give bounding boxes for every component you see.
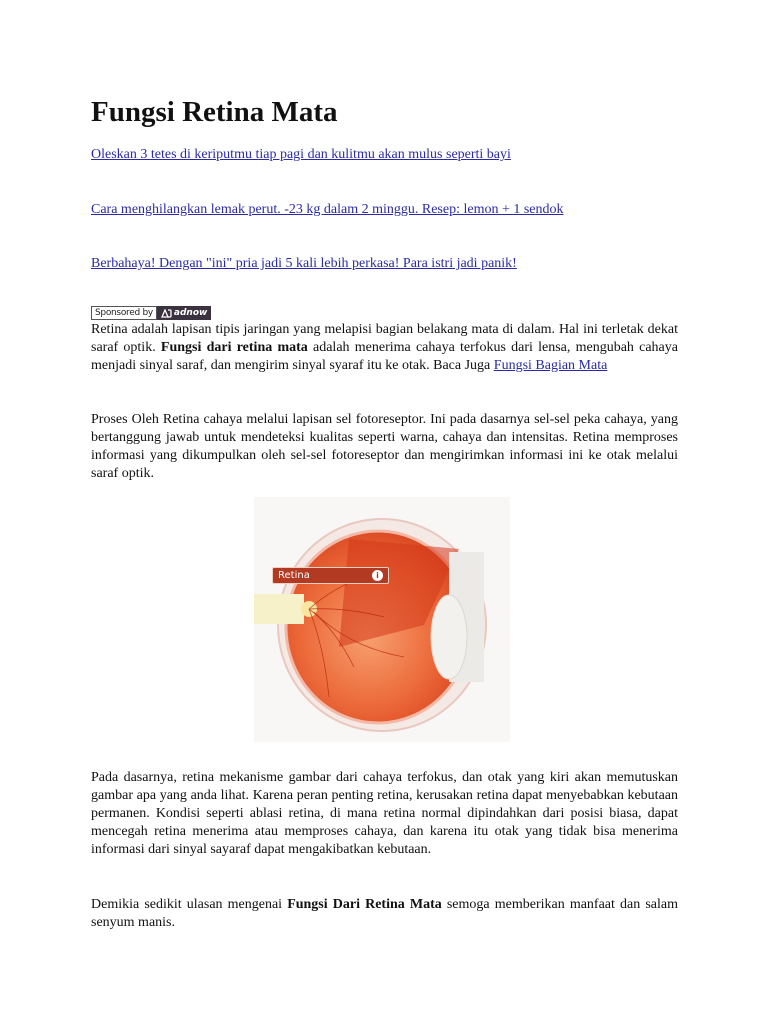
adnow-text: adnow xyxy=(173,308,208,318)
link-fungsi-bagian-mata[interactable]: Fungsi Bagian Mata xyxy=(493,358,608,373)
intro-bold: Fungsi dari retina mata xyxy=(160,340,308,355)
sponsored-label: Sponsored by xyxy=(91,306,157,320)
adnow-logo-icon xyxy=(161,309,172,318)
paragraph-basics: Pada dasarnya, retina mekanisme gambar dari cahaya terfokus, dan otak yang kiri akan memutuskan gambar apa yang anda lihat. Karena peran penting retina, kerusakan retina dapat menyebabkan kebutaan permanen. Kondisi seperti ablasi retina, di mana retina normal dipindahkan dari posisi biasa, dapat mencegah retina menerima atau memproses cahaya, dan karena itu otak yang tidak bisa menerima informasi dari sinyal sayaraf dapat mengakibatkan kebutaan. xyxy=(91,770,678,857)
ad-link-3[interactable]: Berbahaya! Dengan "ini" pria jadi 5 kali lebih perkasa! Para istri jadi panik! xyxy=(91,256,517,271)
paragraph-process: Proses Oleh Retina cahaya melalui lapisan sel fotoreseptor. Ini pada dasarnya sel-sel peka cahaya, yang bertanggung jawab untuk mendeteksi kualitas seperti warna, cahaya dan intensitas. Retina memproses informasi yang dikumpulkan oleh sel-sel fotoreseptor dan mengirimkan informasi ini ke otak melalui saraf optik. xyxy=(91,412,678,481)
closing-bold: Fungsi Dari Retina Mata xyxy=(287,897,442,912)
retina-label-text: Retina xyxy=(278,570,310,581)
ad-link-1[interactable]: Oleskan 3 tetes di keriputmu tiap pagi dan kulitmu akan mulus seperti bayi xyxy=(91,147,511,162)
paragraph-intro xyxy=(91,321,678,375)
ad-link-2[interactable]: Cara menghilangkan lemak perut. -23 kg dalam 2 minggu. Resep: lemon + 1 sendok xyxy=(91,202,564,217)
closing-text-b: semoga memberikan manfaat dan salam senyum manis. xyxy=(91,897,679,930)
paragraph-closing xyxy=(91,896,678,932)
intro-text-b: adalah menerima cahaya terfokus dari lensa, mengubah cahaya menjadi sinyal saraf, dan mengirim sinyal syaraf itu ke otak. Baca Juga xyxy=(91,340,678,373)
info-icon[interactable]: i xyxy=(372,570,383,581)
retina-eye-illustration xyxy=(254,497,510,742)
page-title: Fungsi Retina Mata xyxy=(91,96,338,128)
eye-cross-section-icon xyxy=(254,497,510,742)
intro-text-a: Retina adalah lapisan tipis jaringan yang melapisi bagian belakang mata di dalam. Hal ini terletak dekat saraf optik. xyxy=(91,322,678,355)
sponsored-by-adnow[interactable] xyxy=(91,306,211,320)
adnow-brand xyxy=(157,306,211,320)
closing-text-a: Demikia sedikit ulasan mengenai xyxy=(91,897,288,912)
retina-callout[interactable] xyxy=(272,567,389,584)
